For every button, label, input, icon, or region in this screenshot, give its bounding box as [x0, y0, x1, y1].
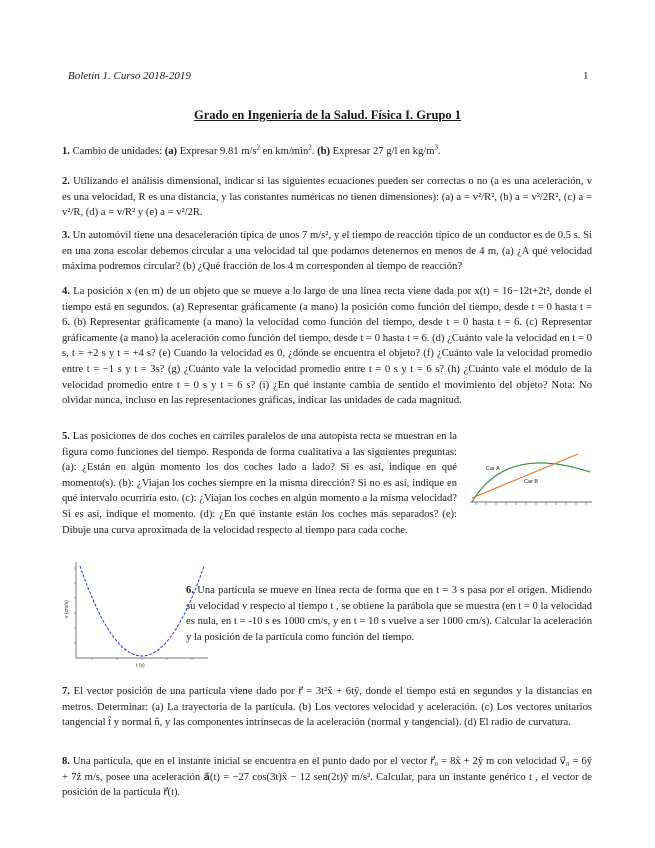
problem-8-text: Una partícula, que en el instante inicial se encuentra en el punto dado por el vector r⃗₀ = 8x̂ + 2ŷ m con velocidad v⃗₀ = 6ŷ + 7ẑ m/s, posee una aceleración a⃗(t) = −27 cos(3t)x̂ − 12 sen(2t)ŷ m/s². Calcular, para un instante genérico t , el vector de posición de la partícula r⃗(t). — [62, 756, 592, 799]
problem-4-text: La posición x (en m) de un objeto que se mueve a lo largo de una línea recta viene dada por x(t) = 16−12t+2t², donde el tiempo está en segundos. (a) Representar gráficamente (a mano) la posición como función del tiempo, desde t = 0 hasta t = 6. (b) Representar gráficamente (a mano) la velocidad como función del tiempo, desde t = 0 hasta t = 6. (c) Representar gráficamente (a mano) la aceleración como función del tiempo, desde t = 0 hasta t = 6. (d) ¿Cuánto vale la velocidad en t = 0 s, t = +2 s y t = +4 s? (e) Cuando la velocidad es 0, ¿dónde se encuentra el objeto? (f) ¿Cuánto vale la velocidad promedio entre t = −1 s y t = 3s? (g) ¿Cuánto vale la velocidad promedio entre t = 0 s y t = 6 s? (h) ¿Cuánto vale el módulo de la velocidad promedio entre t = 0 s y t = 6 s? (i) ¿En qué instante cambia de sentido el movimiento del objeto? Nota: No olvidar nunca, incluso en las representaciones gráficas, indicar las unidades de cada magnitud. — [62, 286, 592, 407]
car-a-label: Car A — [486, 466, 500, 472]
parabola-y-label: v (cm/s) — [64, 600, 70, 618]
problem-5: 5. Las posiciones de dos coches en carriles paralelos de una autopista recta se muestran en la figura como funciones del tiempo. Responda de forma cualitativa a las siguientes preguntas: (a): ¿Están en algún momento los dos coches lado a lado? Si es así, indique en qué momento(s). (b): ¿Viajan los coches siempre en la misma dirección? Si no es así, indique en qué intervalo ocurriría esto. (c): ¿Viajan los coches en algún momento a la misma velocidad? Si es así, indique el momento. (d): ¿En qué instante están los coches más separados? (e): Dibuje una curva aproximada de la velocidad respecto al tiempo para cada coche. — [62, 431, 457, 536]
parabola-ticks — [74, 568, 192, 660]
car-b-line — [472, 454, 578, 498]
problem-7: 7. El vector posición de una partícula viene dado por r⃗ = 3t²x̂ + 6tŷ, donde el tiempo está en segundos y la distancias en metros. Determinar: (a) La trayectoria de la partícula. (b) Los vectores velocidad y aceleración. (c) Los vectores unitarios tangencial t̂ y normal n̂, y las componentes intrínsecas de la aceleración (normal y tangencial). (d) El radio de curvatura. — [62, 686, 592, 729]
problem-5-text: Las posiciones de dos coches en carriles paralelos de una autopista recta se muestran en la figura como funciones del tiempo. Responda de forma cualitativa a las siguientes preguntas: (a): ¿Están en algún momento los dos coches lado a lado? Si es así, indique en qué momento(s). (b): ¿Viajan los coches siempre en la misma dirección? Si no es así, indique en qué intervalo ocurriría esto. (c): ¿Viajan los coches en algún momento a la misma velocidad? Si es así, indique el momento. (d): ¿En qué instante están los coches más separados? (e): Dibuje una curva aproximada de la velocidad respecto al tiempo para cada coche. — [62, 431, 457, 536]
cars-position-figure — [466, 450, 596, 522]
page-title: Grado en Ingeniería de la Salud. Física I. Grupo 1 — [193, 108, 462, 122]
problem-2-text: Utilizando el análisis dimensional, indicar si las siguientes ecuaciones pueden ser correctas o no (a es una aceleración, v es una velocidad, R es una distancia, y las constantes numéricas no tienen dimensiones): (a) a = v²/R², (b) a = v²/2R², (c) a = v²/R, (d) a = v/R² y (e) a = v²/2R. — [62, 176, 592, 219]
parabola-x-label: t (s) — [136, 663, 145, 669]
page-number: 1 — [583, 70, 589, 82]
problem-4: 4. La posición x (en m) de un objeto que se mueve a lo largo de una línea recta viene dada por x(t) = 16−12t+2t², donde el tiempo está en segundos. (a) Representar gráficamente (a mano) la posición como función del tiempo, desde t = 0 hasta t = 6. (b) Representar gráficamente (a mano) la velocidad como función del tiempo, desde t = 0 hasta t = 6. (c) Representar gráficamente (a mano) la aceleración como función del tiempo, desde t = 0 hasta t = 6. (d) ¿Cuánto vale la velocidad en t = 0 s, t = +2 s y t = +4 s? (e) Cuando la velocidad es 0, ¿dónde se encuentra el objeto? (f) ¿Cuánto vale la velocidad promedio entre t = −1 s y t = 3s? (g) ¿Cuánto vale la velocidad promedio entre t = 0 s y t = 6 s? (h) ¿Cuánto vale el módulo de la velocidad promedio entre t = 0 s y t = 6 s? (i) ¿En qué instante cambia de sentido el movimiento del objeto? Nota: No olvidar nunca, incluso en las representaciones gráficas, indicar las unidades de cada magnitud. — [62, 286, 592, 407]
problem-3: 3. Un automóvil tiene una desaceleración típica de unos 7 m/s², y el tiempo de reacción típico de un conductor es de 0.5 s. Si en una zona escolar debemos circular a una velocidad tal que podamos detenernos en menos de 4 m, (a) ¿A qué velocidad máxima podremos circular? (b) ¿Qué fracción de los 4 m corresponden al tiempo de reacción? — [62, 230, 592, 273]
page-header-left: Boletín 1. Curso 2018-2019 — [68, 70, 191, 82]
problem-1: 1. Cambio de unidades: (a) Expresar 9.81 $m/s^2$ en $km/\min^2$. (b) Expresar 27 g/l en $kg/m^3$. — [62, 143, 441, 157]
problem-3-text: Un automóvil tiene una desaceleración típica de unos 7 m/s², y el tiempo de reacción típico de un conductor es de 0.5 s. Si en una zona escolar debemos circular a una velocidad tal que podamos detenernos en menos de 4 m, (a) ¿A qué velocidad máxima podremos circular? (b) ¿Qué fracción de los 4 m corresponden al tiempo de reacción? — [62, 230, 592, 273]
problem-7-text: El vector posición de una partícula viene dado por r⃗ = 3t²x̂ + 6tŷ, donde el tiempo está en segundos y la distancias en metros. Determinar: (a) La trayectoria de la partícula. (b) Los vectores velocidad y aceleración. (c) Los vectores unitarios tangencial t̂ y normal n̂, y las componentes intrínsecas de la aceleración (normal y tangencial). (d) El radio de curvatura. — [62, 686, 592, 729]
problem-6-text: Una partícula se mueve en línea recta de forma que en t = 3 s pasa por el origen. Midiendo su velocidad v respecto al tiempo t , se obtiene la parábola que se muestra (en t = 0 la velocidad es nula, en t = -10 s es 1000 cm/s, y en t = 10 s vuelve a ser 1000 cm/s). Calcular la aceleración y la posición de la partícula como función del tiempo. — [186, 585, 592, 643]
problem-8: 8. Una partícula, que en el instante inicial se encuentra en el punto dado por el vector r⃗₀ = 8x̂ + 2ŷ m con velocidad v⃗₀ = 6ŷ + 7ẑ m/s, posee una aceleración a⃗(t) = −27 cos(3t)x̂ − 12 sen(2t)ŷ m/s². Calcular, para un instante genérico t , el vector de posición de la partícula r⃗(t). — [62, 756, 592, 799]
car-b-label: Car B — [524, 479, 539, 485]
problem-6: 6. Una partícula se mueve en línea recta de forma que en t = 3 s pasa por el origen. Midiendo su velocidad v respecto al tiempo t , se obtiene la parábola que se muestra (en t = 0 la velocidad es nula, en t = -10 s es 1000 cm/s, y en t = 10 s vuelve a ser 1000 cm/s). Calcular la aceleración y la posición de la partícula como función del tiempo. — [186, 585, 592, 643]
problem-2: 2. Utilizando el análisis dimensional, indicar si las siguientes ecuaciones pueden ser correctas o no (a es una aceleración, v es una velocidad, R es una distancia, y las constantes numéricas no tienen dimensiones): (a) a = v²/R², (b) a = v²/2R², (c) a = v²/R, (d) a = v/R² y (e) a = v²/2R. — [62, 176, 592, 219]
cars-figure-ticks — [476, 502, 586, 505]
